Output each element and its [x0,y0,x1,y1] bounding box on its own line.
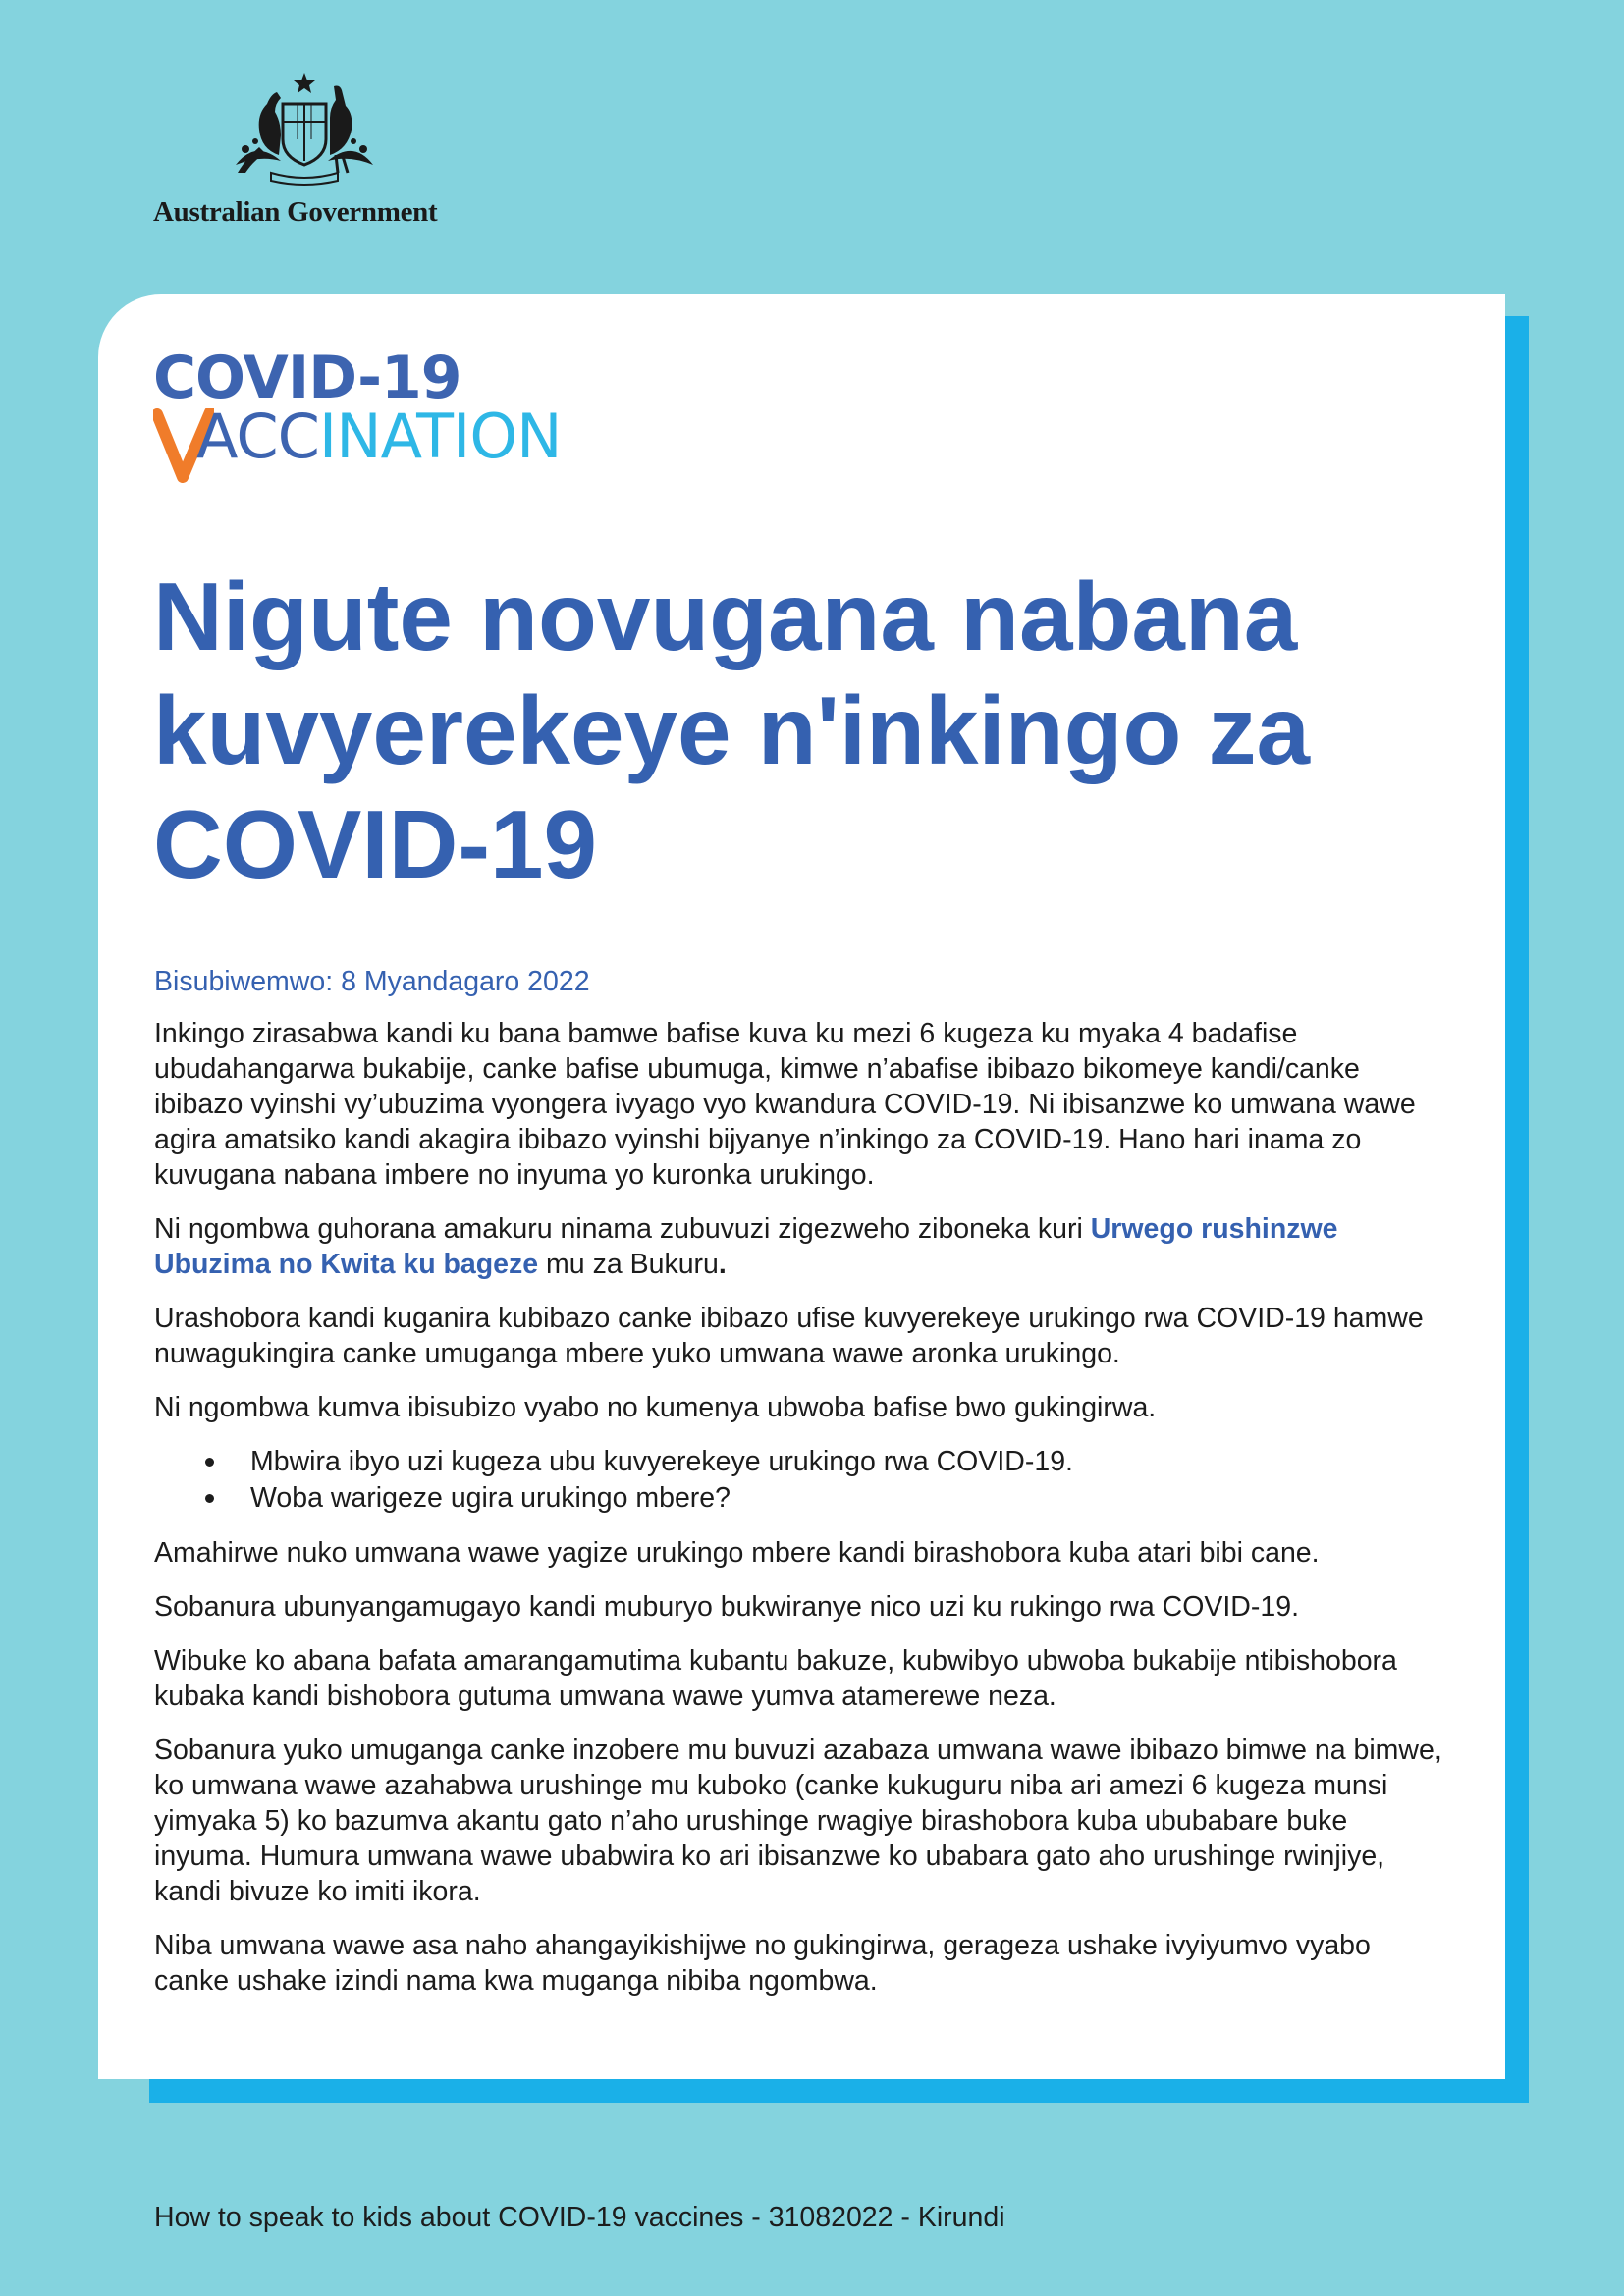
article-body [154,964,1450,2017]
list-item-text: Mbwira ibyo uzi kugeza ubu kuvyerekeye urukingo rwa COVID-19. [250,1446,1073,1477]
paragraph-2-text: Ni ngombwa guhorana amakuru ninama zubuvuzi zigezweho ziboneka kuri [154,1213,1091,1245]
paragraph-5: Amahirwe nuko umwana wawe yagize urukingo mbere kandi birashobora kuba atari bibi cane. [154,1537,1320,1569]
aged-care-link[interactable]: Urwego rushinzwe Ubuzima no Kwita ku bageze [154,1213,1338,1280]
paragraph-1: Inkingo zirasabwa kandi ku bana bamwe bafise kuva ku mezi 6 kugeza ku myaka 4 badafise ubudahangarwa bukabije, canke bafise ubumuga, kimwe n’abafise ibibazo bikomeye kandi/canke ibibazo vyinshi vy’ubuzima vyongera ivyago vyo kwandura COVID-19. Ni ibisanzwe ko umwana wawe agira amatsiko kandi akagira ibibazo vyinshi bijyanye n’inkingo za COVID-19. Hano hari inama zo kuvugana nabana imbere no inyuma yo kuronka urukingo. [154,1018,1416,1191]
updated-date: Bisubiwemwo: 8 Myandagaro 2022 [154,966,590,997]
paragraph-6: Sobanura ubunyangamugayo kandi muburyo bukwiranye nico uzi ku rukingo rwa COVID-19. [154,1591,1299,1623]
footer-text: How to speak to kids about COVID-19 vaccines - 31082022 - Kirundi [154,2202,1005,2233]
page-title [153,560,1449,901]
paragraph-4: Ni ngombwa kumva ibisubizo vyabo no kumenya ubwoba bafise bwo gukingirwa. [154,1392,1157,1423]
paragraph-2 [154,1211,1450,1282]
list-item [154,1444,1450,1480]
question-list [154,1444,1450,1517]
coat-of-arms-icon [216,71,393,188]
logo-vaccination-suffix: INATION [318,400,562,472]
paragraph-7: Wibuke ko abana bafata amarangamutima kubantu bakuze, kubwibyo ubwoba bukabije ntibishobora kubaka kandi bishobora gutuma umwana wawe yumva atamerewe neza. [154,1645,1397,1712]
content-card [98,294,1505,2079]
logo-covid-text: COVID-19 [153,344,461,412]
paragraph-8: Sobanura yuko umuganga canke inzobere mu buvuzi azabaza umwana wawe ibibazo bimwe na bimwe, ko umwana wawe azahabwa urushinge mu kuboko (canke kukuguru niba ari amezi 6 kugeza munsi yimyaka 5) ko bazumva akantu gato n’aho urushinge rwagiye birashobora kuba ububabare buke inyuma. Humura umwana wawe ubabwira ko ari ibisanzwe ko ubabara gato aho urushinge rwinjiye, kandi bivuze ko imiti ikora. [154,1735,1442,1907]
title-line-3: COVID-19 [153,790,598,898]
government-name: Australian Government [153,196,438,228]
paragraph-2-period: . [718,1249,727,1280]
paragraph-2-tail: mu za Bukuru [538,1249,719,1280]
list-item [154,1480,1450,1517]
logo-vaccination-text [196,400,562,473]
bullet-icon [205,1458,214,1467]
paragraph-3: Urashobora kandi kuganira kubibazo canke ibibazo ufise kuvyerekeye urukingo rwa COVID-19 hamwe nuwagukingira canke umuganga mbere yuko umwana wawe aronka urukingo. [154,1303,1424,1369]
title-line-1: Nigute novugana nabana [153,562,1298,670]
bullet-icon [205,1494,214,1503]
title-line-2: kuvyerekeye n'inkingo za [153,676,1311,784]
logo-vaccination-prefix: ACC [196,400,319,472]
paragraph-9: Niba umwana wawe asa naho ahangayikishijwe no gukingirwa, gerageza ushake ivyiyumvo vyabo canke ushake izindi nama kwa muganga nibiba ngombwa. [154,1930,1371,1997]
australian-government-logo [147,71,461,238]
list-item-text: Woba warigeze ugira urukingo mbere? [250,1482,731,1514]
covid-vaccination-logo [153,344,605,476]
